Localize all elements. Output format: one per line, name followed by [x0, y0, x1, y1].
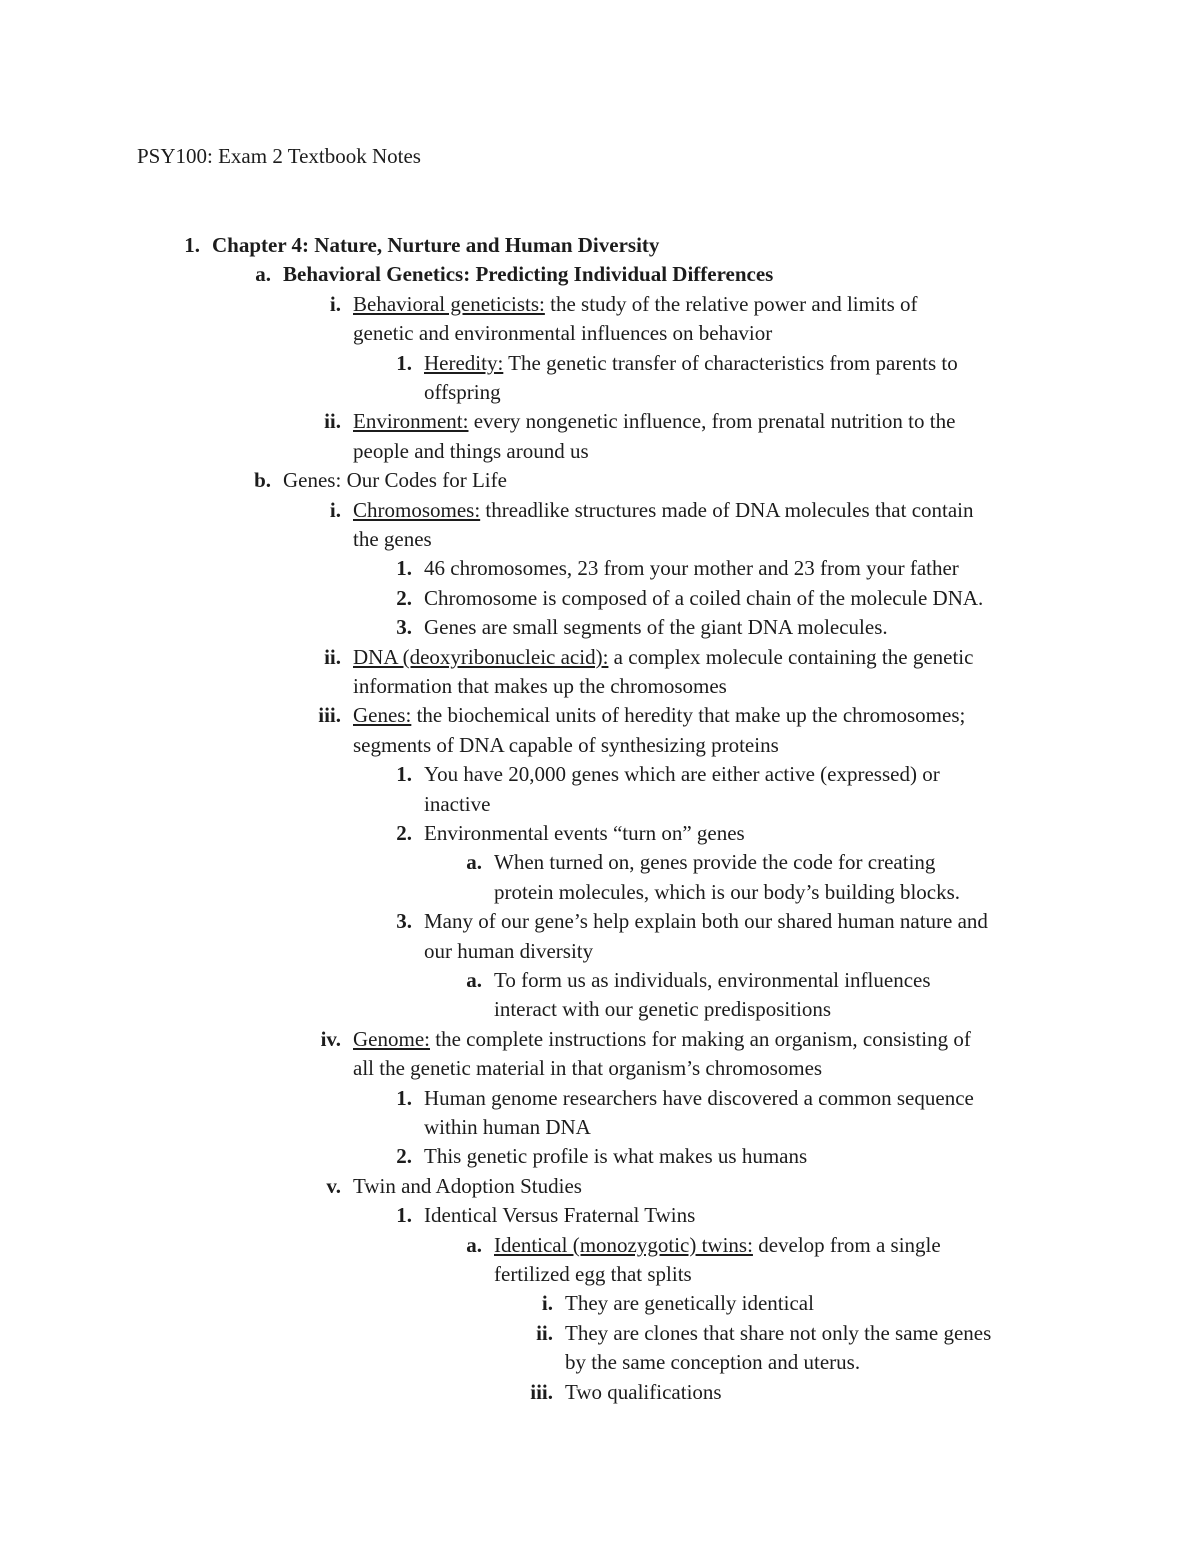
list-marker: ii.: [324, 409, 341, 434]
list-marker: 1.: [396, 1085, 412, 1110]
list-marker: a.: [466, 1232, 482, 1257]
line-text: [424, 613, 888, 642]
line-text: [424, 554, 959, 583]
body-text: Identical Versus Fraternal Twins: [424, 1203, 696, 1228]
body-text: information that makes up the chromosomes: [353, 674, 727, 698]
list-marker: iv.: [320, 1026, 341, 1051]
line-text: [565, 1348, 860, 1377]
list-marker: 3.: [396, 909, 412, 934]
term-label: Behavioral geneticists:: [353, 291, 545, 316]
document-title: PSY100: Exam 2 Textbook Notes: [137, 144, 421, 168]
line-text: [424, 1113, 591, 1142]
body-text: offspring: [424, 380, 501, 404]
body-text: Many of our gene’s help explain both our shared human nature and: [424, 909, 988, 934]
line-text: [565, 1319, 991, 1348]
line-text: [424, 819, 745, 848]
body-text: interact with our genetic predispositions: [494, 997, 832, 1022]
body-text: the complete instructions for making an organism, consisting of: [429, 1026, 971, 1051]
body-text: They are clones that share not only the same genes: [565, 1320, 992, 1345]
list-marker: b.: [254, 468, 271, 493]
list-marker: ii.: [536, 1320, 553, 1345]
line-text: [353, 319, 772, 348]
body-text: segments of DNA capable of synthesizing proteins: [353, 732, 779, 757]
line-text: [353, 1025, 971, 1054]
body-text: fertilized egg that splits: [494, 1262, 692, 1286]
list-marker: 1.: [396, 1203, 412, 1228]
list-marker: i.: [329, 291, 341, 316]
body-text: This genetic profile is what makes us humans: [424, 1144, 808, 1169]
body-text: the study of the relative power and limits of: [544, 291, 918, 316]
list-marker: v.: [326, 1173, 341, 1198]
term-label: Heredity:: [424, 350, 504, 375]
line-text: [424, 1084, 974, 1113]
line-text: [353, 731, 779, 760]
body-text: 46 chromosomes, 23 from your mother and 23 from your father: [424, 556, 959, 581]
body-text: To form us as individuals, environmental influences: [494, 968, 931, 992]
body-text: our human diversity: [424, 938, 594, 963]
line-text: [565, 1289, 814, 1318]
line-text: [424, 760, 940, 789]
list-marker: 2.: [396, 821, 412, 845]
list-marker: ii.: [324, 644, 341, 669]
line-text: [424, 790, 490, 819]
body-text: Human genome researchers have discovered a common sequence: [424, 1085, 974, 1110]
body-text: The genetic transfer of characteristics from parents to: [503, 350, 958, 375]
list-marker: iii.: [318, 703, 341, 728]
body-text: every nongenetic influence, from prenatal nutrition to the: [468, 409, 956, 434]
list-marker: i.: [329, 497, 341, 522]
line-text: [494, 1260, 692, 1289]
body-text: protein molecules, which is our body’s building blocks.: [494, 879, 961, 904]
body-text: Genes are small segments of the giant DNA molecules.: [424, 615, 888, 640]
line-text: [494, 966, 931, 995]
heading-text: Chapter 4: Nature, Nurture and Human Diversity: [212, 233, 660, 257]
line-text: [353, 407, 955, 436]
line-text: [494, 995, 831, 1024]
line-text: [353, 643, 973, 672]
line-text: [353, 672, 727, 701]
list-marker: 2.: [396, 585, 412, 610]
body-text: Twin and Adoption Studies: [353, 1173, 582, 1198]
list-marker: 2.: [396, 1144, 412, 1169]
body-text: inactive: [424, 791, 491, 816]
line-text: [494, 1231, 941, 1260]
list-marker: a.: [466, 968, 482, 992]
line-text: [424, 937, 593, 966]
body-text: threadlike structures made of DNA molecules that contain: [480, 497, 974, 522]
line-text: [565, 1378, 722, 1407]
term-label: Genome:: [353, 1026, 430, 1051]
line-text: [353, 496, 974, 525]
body-text: Genes: Our Codes for Life: [283, 468, 507, 493]
body-text: within human DNA: [424, 1115, 591, 1139]
line-text: [353, 437, 589, 466]
line-text: [353, 525, 432, 554]
list-marker: i.: [541, 1291, 553, 1316]
body-text: genetic and environmental influences on behavior: [353, 321, 773, 346]
body-text: a complex molecule containing the genetic: [608, 644, 974, 669]
body-text: Environmental events “turn on” genes: [424, 821, 745, 845]
line-text: [212, 231, 659, 260]
list-marker: 1.: [396, 556, 412, 581]
line-text: [424, 349, 958, 378]
line-text: [424, 907, 988, 936]
list-marker: 1.: [396, 350, 412, 375]
body-text: When turned on, genes provide the code for creating: [494, 850, 936, 875]
body-text: the genes: [353, 527, 432, 551]
line-text: [283, 466, 507, 495]
list-marker: 3.: [396, 615, 412, 640]
body-text: Chromosome is composed of a coiled chain of the molecule DNA.: [424, 585, 984, 610]
list-marker: a.: [255, 262, 271, 287]
body-text: They are genetically identical: [565, 1291, 814, 1316]
term-label: Environment:: [353, 409, 469, 434]
line-text: [494, 878, 960, 907]
body-text: the biochemical units of heredity that make up the chromosomes;: [411, 703, 966, 728]
list-marker: a.: [466, 850, 482, 875]
line-text: [424, 1142, 807, 1171]
body-text: You have 20,000 genes which are either active (expressed) or: [424, 762, 940, 787]
line-text: [424, 1201, 695, 1230]
line-text: [424, 584, 983, 613]
line-text: [353, 1172, 582, 1201]
body-text: people and things around us: [353, 438, 589, 463]
body-text: Two qualifications: [565, 1379, 722, 1404]
line-text: [494, 848, 935, 877]
body-text: all the genetic material in that organism’s chromosomes: [353, 1056, 823, 1081]
line-text: [353, 290, 918, 319]
term-label: Genes:: [353, 703, 412, 728]
list-marker: 1.: [184, 233, 200, 257]
list-marker: 1.: [396, 762, 412, 787]
line-text: [353, 701, 965, 730]
term-label: Identical (monozygotic) twins:: [494, 1232, 753, 1257]
body-text: by the same conception and uterus.: [565, 1350, 861, 1375]
list-marker: iii.: [530, 1379, 553, 1404]
line-text: [424, 378, 501, 407]
line-text: [353, 1054, 822, 1083]
heading-text: Behavioral Genetics: Predicting Individual Differences: [283, 262, 774, 287]
body-text: develop from a single: [752, 1232, 941, 1257]
term-label: DNA (deoxyribonucleic acid):: [353, 644, 609, 669]
term-label: Chromosomes:: [353, 497, 481, 522]
line-text: [283, 260, 773, 289]
